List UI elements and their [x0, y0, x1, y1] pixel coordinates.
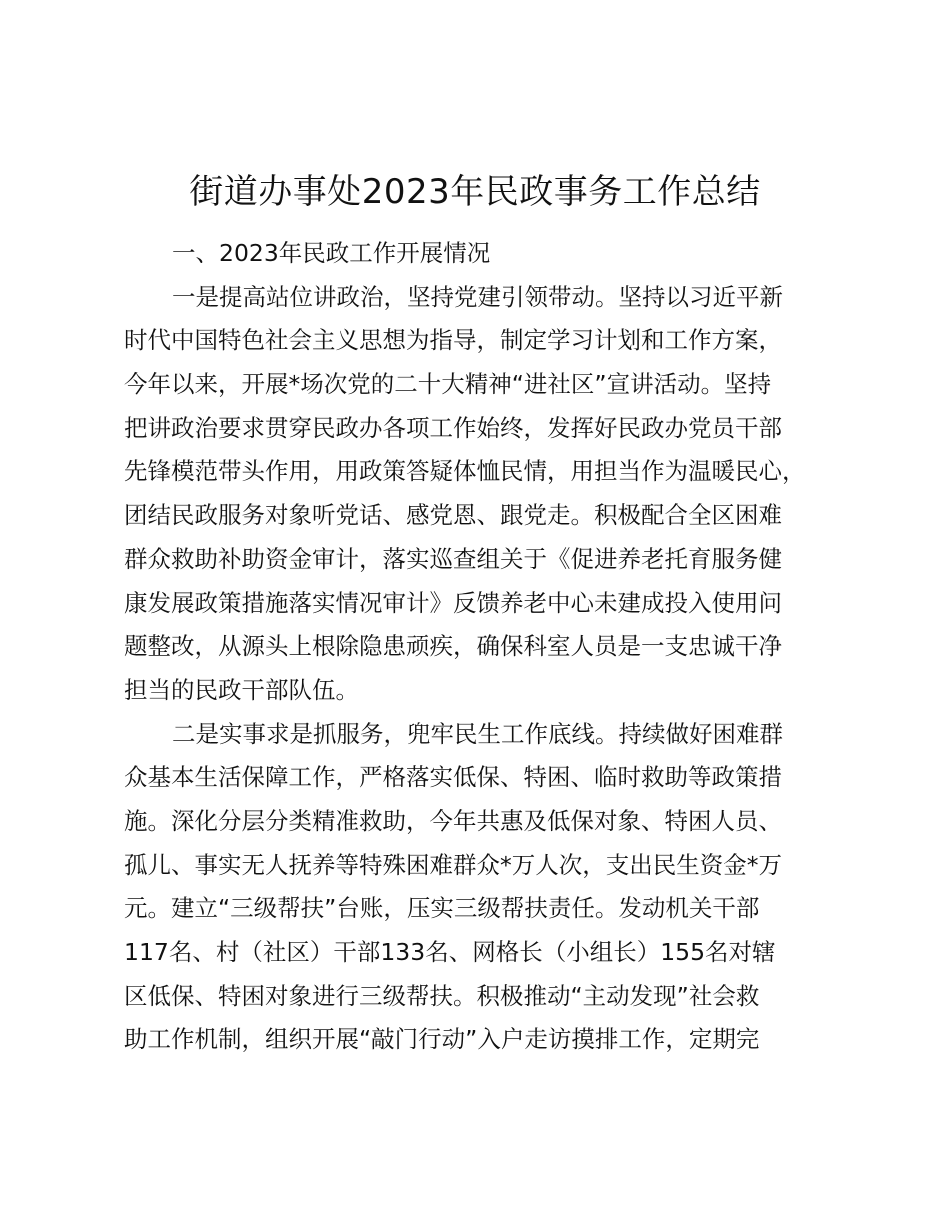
document-body: [124, 232, 842, 1062]
paragraph-line: 二是实事求是抓服务，兜牢民生工作底线。持续做好困难群: [172, 719, 783, 748]
paragraph-line: 康发展政策措施落实情况审计》反馈养老中心未建成投入使用问: [124, 588, 782, 617]
paragraph-line: 施。深化分层分类精准救助，今年共惠及低保对象、特困人员、: [124, 806, 782, 835]
paragraph-line: 今年以来，开展*场次党的二十大精神“进社区”宣讲活动。坚持: [124, 370, 772, 399]
paragraph-line: 元。建立“三级帮扶”台账，压实三级帮扶责任。发动机关干部: [124, 894, 760, 923]
paragraph-line: 区低保、特困对象进行三级帮扶。积极推动“主动发现”社会救: [124, 981, 760, 1010]
paragraph-line: 先锋模范带头作用，用政策答疑体恤民情，用担当作为温暖民心，: [124, 457, 806, 486]
paragraph-line: 众基本生活保障工作，严格落实低保、特困、临时救助等政策措: [124, 763, 782, 792]
paragraph-line: 团结民政服务对象听党话、感党恩、跟党走。积极配合全区困难: [124, 501, 782, 530]
section-heading: 一、2023年民政工作开展情况: [172, 239, 491, 267]
paragraph-2: [124, 713, 842, 1063]
paragraph-1: [124, 276, 842, 713]
paragraph-line: 一是提高站位讲政治，坚持党建引领带动。坚持以习近平新: [172, 282, 783, 311]
paragraph-line: 担当的民政干部队伍。: [124, 675, 359, 704]
paragraph-line: 助工作机制，组织开展“敲门行动”入户走访摸排工作，定期完: [124, 1025, 760, 1054]
paragraph-line: 群众救助补助资金审计，落实巡查组关于《促进养老托育服务健: [124, 544, 782, 573]
paragraph-line: 孤儿、事实无人抚养等特殊困难群众*万人次，支出民生资金*万: [124, 850, 782, 879]
paragraph-line: 时代中国特色社会主义思想为指导，制定学习计划和工作方案，: [124, 326, 782, 355]
document-title: 街道办事处2023年民政事务工作总结: [189, 172, 761, 212]
paragraph-line: 题整改，从源头上根除隐患顽疾，确保科室人员是一支忠诚干净: [124, 632, 782, 661]
paragraph-line: 把讲政治要求贯穿民政办各项工作始终，发挥好民政办党员干部: [124, 413, 782, 442]
paragraph-line: 117名、村（社区）干部133名、网格长（小组长）155名对辖: [124, 938, 776, 966]
